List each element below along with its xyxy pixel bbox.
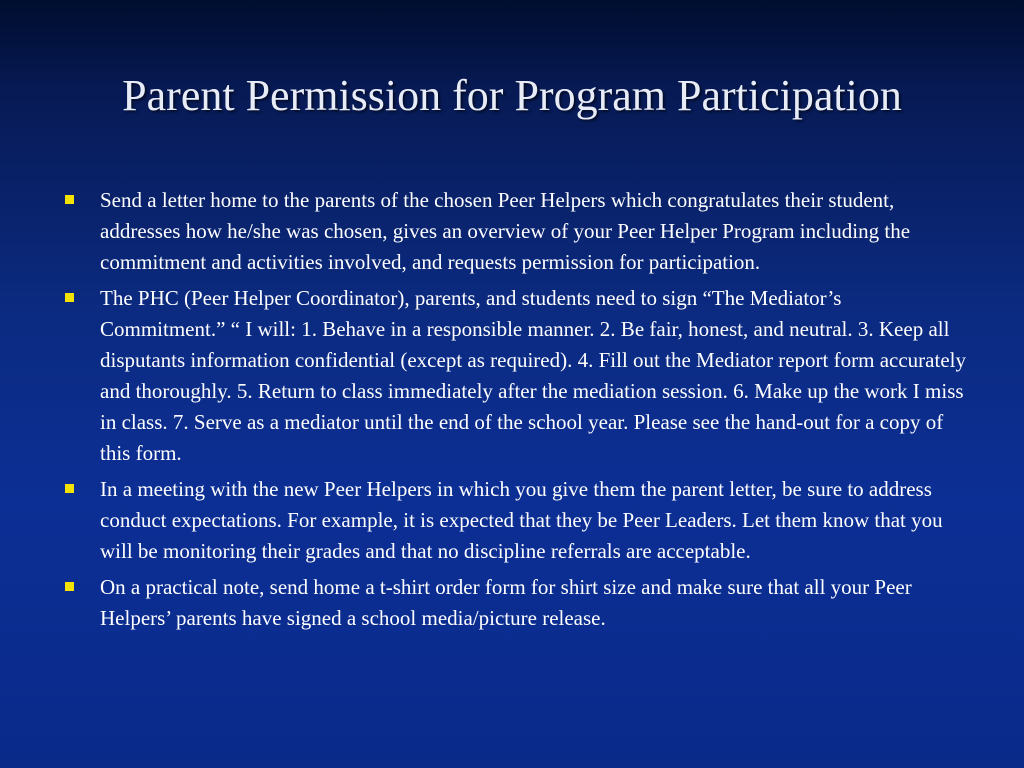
bullet-item <box>62 185 972 278</box>
square-bullet-icon <box>65 195 74 204</box>
slide-title: Parent Permission for Program Participation <box>122 71 902 120</box>
bullet-item <box>62 283 972 469</box>
bullet-item <box>62 474 972 567</box>
square-bullet-icon <box>65 582 74 591</box>
bullet-item <box>62 572 972 634</box>
bullet-text: Send a letter home to the parents of the chosen Peer Helpers which congratulates their student, addresses how he/she was chosen, gives an overview of your Peer Helper Program including the commitment and activities involved, and requests permission for participation. <box>100 188 911 274</box>
bullet-text: In a meeting with the new Peer Helpers in which you give them the parent letter, be sure to address conduct expectations. For example, it is expected that they be Peer Leaders. Let them know that you will be monitoring their grades and that no discipline referrals are acceptable. <box>100 477 943 563</box>
square-bullet-icon <box>65 293 74 302</box>
bullet-text: The PHC (Peer Helper Coordinator), parents, and students need to sign “The Mediator’s Commitment.” “ I will: 1. Behave in a responsible manner. 2. Be fair, honest, and neutral. 3. Keep all disputants information confidential (except as required). 4. Fill out the Mediator report form accurately and thoroughly. 5. Return to class immediately after the mediation session. 6. Make up the work I miss in class. 7. Serve as a mediator until the end of the school year. Please see the hand-out for a copy of this form. <box>100 286 966 465</box>
bullet-text: On a practical note, send home a t-shirt order form for shirt size and make sure that all your Peer Helpers’ parents have signed a school media/picture release. <box>100 575 912 630</box>
bullet-list <box>62 185 972 639</box>
square-bullet-icon <box>65 484 74 493</box>
